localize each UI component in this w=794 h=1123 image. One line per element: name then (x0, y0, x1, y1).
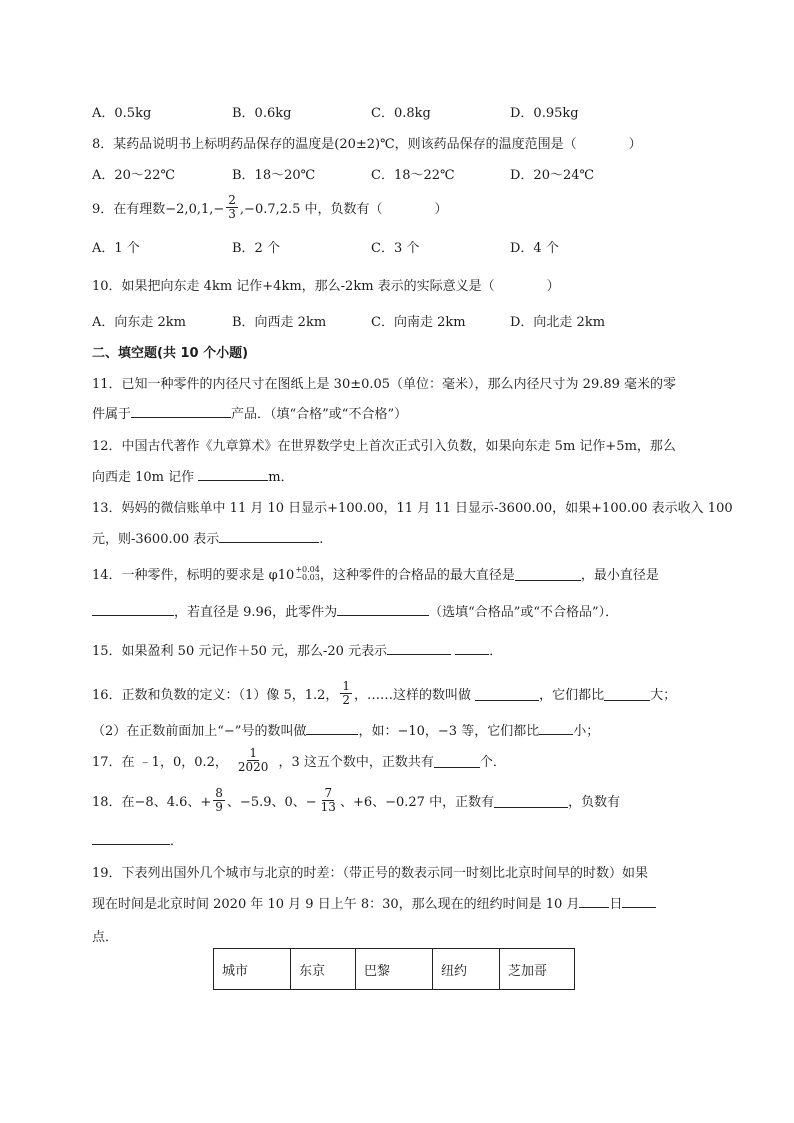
q18-line2 (92, 830, 183, 849)
q9-option-d: D．4 个 (510, 241, 559, 256)
q7-option-d: D．0.95kg (510, 106, 579, 121)
q18-f1-num: 8 (215, 786, 223, 800)
q13-line2-b: . (319, 532, 324, 547)
q16-l1-a: 16．正数和负数的定义：（1）像 5，1.2， (92, 688, 339, 703)
q16-blank-4[interactable] (539, 721, 573, 735)
q8-option-d: D．20～24℃ (510, 168, 595, 183)
q14-max-blank[interactable] (515, 567, 581, 581)
q10-option-c: C．向南走 2km (371, 315, 466, 330)
q14-line2-a: ，若直径是 9.96，此零件为 (174, 605, 338, 620)
timezone-table (213, 948, 575, 990)
q18-line1 (92, 787, 620, 814)
q14-line2-b: （选填“合格品”或“不合格品”）． (429, 605, 619, 620)
q19-day-blank[interactable] (579, 894, 609, 908)
q19-line2 (92, 893, 656, 912)
q16-l2-b: ，如：−10，−3 等，它们都比 (358, 724, 540, 739)
q19-line1: 19．下表列出国外几个城市与北京的时差：（带正号的数表示同一时刻比北京时间早的时数）如果 (92, 866, 649, 881)
q16-l1-c: ，它们都比 (539, 688, 605, 703)
q16-blank-2[interactable] (604, 687, 650, 701)
q16-l1-d: 大； (650, 688, 677, 703)
q14-tol-down: −0.03 (295, 572, 320, 582)
q18-fraction-2 (319, 787, 338, 814)
q17-c: 个． (479, 755, 506, 770)
q8-option-c: C．18～22℃ (371, 168, 455, 183)
q18-d: ，负数有 (568, 795, 621, 810)
q10-option-d: D．向北走 2km (510, 315, 606, 330)
q13-line2-a: 元，则-3600.00 表示 (92, 532, 220, 547)
q14-line1 (92, 564, 659, 583)
q14-judge-blank[interactable] (337, 602, 429, 616)
q13-answer-blank[interactable] (219, 529, 319, 543)
q14-line2 (92, 601, 618, 620)
q14-line1-b: ，这种零件的合格品的最大直径是 (319, 568, 515, 583)
q9-option-a: A．1 个 (92, 241, 140, 256)
q18-fraction-1 (213, 787, 225, 814)
q14-min-blank[interactable] (92, 602, 174, 616)
q15-question (92, 640, 502, 659)
q9-suffix: ,−0.7,2.5 中，负数有（ ） (239, 202, 448, 217)
q19-hour-blank[interactable] (622, 894, 656, 908)
q11-answer-blank[interactable] (131, 404, 231, 418)
section-heading: 二、填空题(共 10 个小题) (92, 346, 249, 361)
q14-line1-a: 14．一种零件，标明的要求是 φ10 (92, 568, 295, 583)
q15-answer-blank-2[interactable] (455, 641, 489, 655)
q16-l2-a: （2）在正数前面加上“−”号的数叫做 (92, 724, 307, 739)
q10-option-b: B．向西走 2km (232, 315, 327, 330)
q17-answer-blank[interactable] (434, 754, 480, 768)
q9-frac-den: 3 (228, 207, 236, 221)
table-row (214, 949, 575, 990)
q9-question (92, 194, 448, 221)
q18-f2-num: 7 (324, 786, 333, 800)
q17-fraction (236, 747, 271, 774)
q18-f2-den: 13 (320, 800, 336, 814)
table-cell: 芝加哥 (500, 949, 575, 990)
q16-frac-num: 1 (342, 679, 351, 693)
q11-line2-b: 产品．（填“合格”或“不合格”） (231, 407, 408, 422)
q16-line1 (92, 680, 676, 707)
q8-question: 8．某药品说明书上标明药品保存的温度是(20±2)℃，则该药品保存的温度范围是（ ） (92, 137, 642, 152)
q12-line2-a: 向西走 10m 记作 (92, 470, 195, 485)
q14-tolerance (295, 566, 320, 582)
q17-b: ，3 这五个数中，正数共有 (278, 755, 434, 770)
table-cell: 城市 (214, 949, 291, 990)
q19-line2-a: 现在时间是北京时间 2020 年 10 月 9 日上午 8：30，那么现在的纽约时间是 10 月 (92, 897, 580, 912)
q19-line2-b: 日 (609, 897, 623, 912)
q12-line2 (92, 466, 294, 485)
table-cell: 东京 (291, 949, 356, 990)
q16-line2 (92, 720, 599, 739)
q10-question: 10．如果把向东走 4km 记作+4km，那么-2km 表示的实际意义是（ ） (92, 279, 560, 294)
q9-fraction (226, 194, 238, 221)
q16-l2-c: 小； (573, 724, 600, 739)
q12-line1: 12．中国古代著作《九章算术》在世界数学史上首次正式引入负数，如果向东走 5m 记作+5m，那么 (92, 439, 676, 454)
q11-line2-a: 件属于 (92, 407, 132, 422)
q18-negative-blank[interactable] (92, 831, 170, 845)
q18-positive-blank[interactable] (494, 794, 568, 808)
q9-option-c: C．3 个 (371, 241, 420, 256)
q16-fraction (340, 680, 352, 707)
q13-line2 (92, 528, 323, 547)
q18-e: ． (170, 834, 184, 849)
q14-line1-c: ，最小直径是 (580, 568, 659, 583)
q17-a: 17．在 ﹣1，0，0.2， (92, 755, 228, 770)
q17-frac-den: 2020 (237, 760, 269, 774)
q15-a: 15．如果盈利 50 元记作＋50 元，那么-20 元表示 (92, 644, 388, 659)
q16-blank-3[interactable] (306, 721, 358, 735)
q9-prefix: 9．在有理数−2,0,1,− (92, 202, 225, 217)
table-cell: 巴黎 (356, 949, 433, 990)
q8-option-a: A．20～22℃ (92, 168, 176, 183)
q7-option-a: A．0.5kg (92, 106, 152, 121)
q18-c: 、+6、−0.27 中，正数有 (339, 795, 495, 810)
q17-frac-num: 1 (249, 746, 257, 760)
q16-frac-den: 2 (342, 693, 351, 707)
q19-line3: 点． (92, 930, 119, 945)
q12-line2-b: m． (268, 470, 294, 485)
q17-question (92, 747, 506, 774)
q15-b: ． (489, 644, 503, 659)
q14-tol-up: +0.04 (295, 564, 320, 574)
q13-line1: 13．妈妈的微信账单中 11 月 10 日显示+100.00，11 月 11 日显示-3600.00，如果+100.00 表示收入 100 (92, 501, 733, 516)
table-cell: 纽约 (433, 949, 500, 990)
q9-option-b: B．2 个 (232, 241, 280, 256)
q16-l1-b: ，……这样的数叫做 (354, 688, 472, 703)
q16-blank-1[interactable] (475, 687, 539, 701)
q12-answer-blank[interactable] (198, 467, 268, 481)
q8-option-b: B．18～20℃ (232, 168, 316, 183)
q7-option-b: B．0.6kg (232, 106, 292, 121)
q15-answer-blank-1[interactable] (387, 641, 451, 655)
q11-line1: 11．已知一种零件的内径尺寸在图纸上是 30±0.05（单位：毫米），那么内径尺寸为 29.89 毫米的零 (92, 377, 677, 392)
q9-frac-num: 2 (228, 193, 236, 207)
q10-option-a: A．向东走 2km (92, 315, 186, 330)
q18-f1-den: 9 (215, 800, 223, 814)
q11-line2 (92, 403, 407, 422)
q18-a: 18．在−8、4.6、+ (92, 795, 212, 810)
q18-b: 、−5.9、0、− (226, 795, 317, 810)
q7-option-c: C．0.8kg (371, 106, 431, 121)
